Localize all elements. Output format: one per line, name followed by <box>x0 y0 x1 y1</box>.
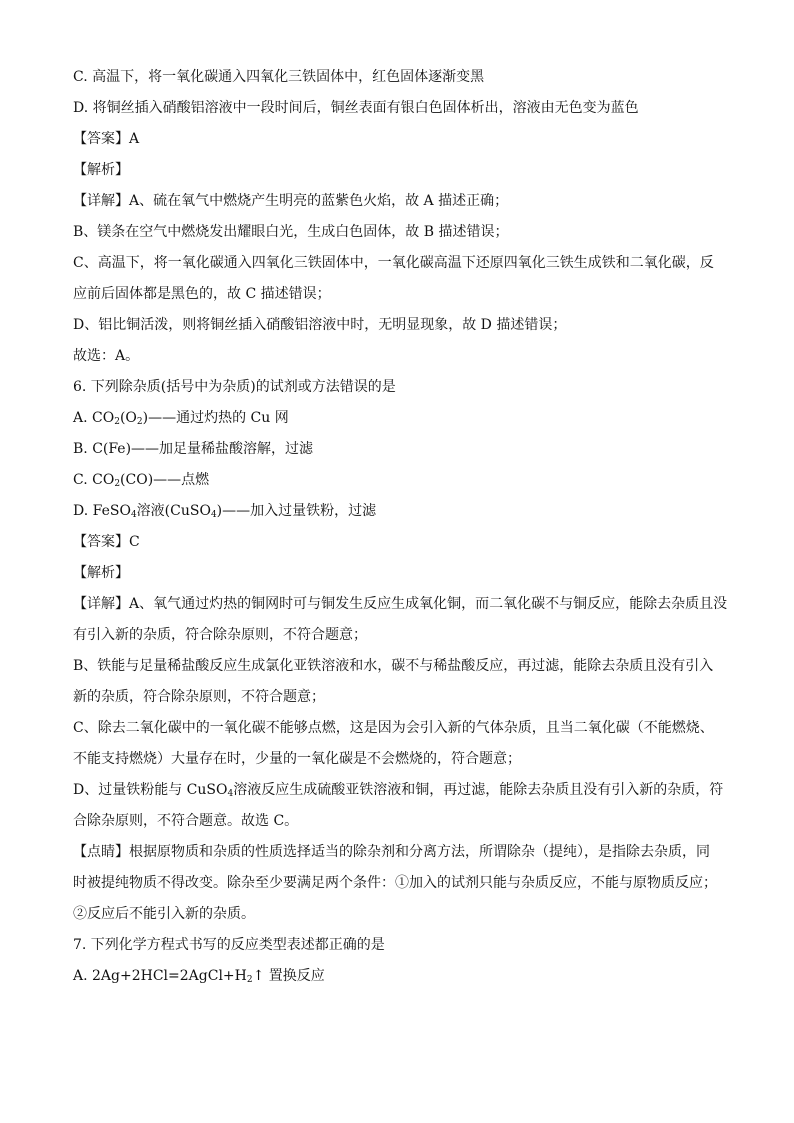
q7-stem: 7. 下列化学方程式书写的反应类型表述都正确的是 <box>73 937 385 953</box>
q6-detail-d-line1: D、过量铁粉能与 CuSO$_4$溶液反应生成硫酸亚铁溶液和铜，再过滤，能除去杂质且没有引入新的杂质，符 <box>73 782 724 799</box>
q6-option-b: B. C(Fe)——加足量稀盐酸溶解，过滤 <box>73 441 314 457</box>
q6-analysis-heading: 【解析】 <box>73 565 129 581</box>
q6-option-c: C. $CO_2(CO)——$点燃 <box>73 472 210 489</box>
q5-analysis-heading: 【解析】 <box>73 162 129 178</box>
q5-detail-d: D、铝比铜活泼，则将铜丝插入硝酸铝溶液中时，无明显现象，故 D 描述错误； <box>73 317 567 333</box>
q5-detail-a: 【详解】A、硫在氧气中燃烧产生明亮的蓝紫色火焰，故 A 描述正确； <box>73 193 509 209</box>
q6-detail-c-line2: 不能支持燃烧）大量存在时，少量的一氧化碳是不会燃烧的，符合题意； <box>73 751 521 767</box>
q5-detail-b: B、镁条在空气中燃烧发出耀眼白光，生成白色固体，故 B 描述错误； <box>73 224 509 240</box>
q6-option-a: A. $CO_2(O_2)——$通过灼热的 Cu 网 <box>73 410 289 427</box>
q6-detail-b-line2: 新的杂质，符合除杂原则，不符合题意； <box>73 689 325 705</box>
q6-stem: 6. 下列除杂质(括号中为杂质)的试剂或方法错误的是 <box>73 379 396 395</box>
q5-option-d: D. 将铜丝插入硝酸铝溶液中一段时间后，铜丝表面有银白色固体析出，溶液由无色变为蓝色 <box>73 100 639 116</box>
q6-detail-d-line2: 合除杂原则，不符合题意。故选 C。 <box>73 813 299 829</box>
q5-answer: 【答案】A <box>73 131 140 147</box>
document-page <box>73 62 728 992</box>
q6-comment-line2: 时被提纯物质不得改变。除杂至少要满足两个条件：①加入的试剂只能与杂质反应，不能与原物质反应； <box>73 875 717 891</box>
q5-option-c: C. 高温下，将一氧化碳通入四氧化三铁固体中，红色固体逐渐变黑 <box>73 69 485 85</box>
q6-detail-b-line1: B、铁能与足量稀盐酸反应生成氯化亚铁溶液和水，碳不与稀盐酸反应，再过滤，能除去杂质且没有引入 <box>73 658 714 674</box>
q6-detail-c-line1: C、除去二氧化碳中的一氧化碳不能够点燃，这是因为会引入新的气体杂质，且当二氧化碳（不能燃烧、 <box>73 720 714 736</box>
q6-answer: 【答案】C <box>73 534 140 550</box>
q5-conclusion: 故选：A。 <box>73 348 140 364</box>
q6-detail-a-line1: 【详解】A、氧气通过灼热的铜网时可与铜发生反应生成氧化铜，而二氧化碳不与铜反应，能除去杂质且没 <box>73 596 728 612</box>
q6-detail-a-line2: 有引入新的杂质，符合除杂原则，不符合题意； <box>73 627 367 643</box>
q7-option-a: A. $2Ag+2HCl=2AgCl+H_2↑$ 置换反应 <box>73 968 325 985</box>
q5-detail-c-line2: 应前后固体都是黑色的，故 C 描述错误； <box>73 286 331 302</box>
q5-detail-c-line1: C、高温下，将一氧化碳通入四氧化三铁固体中，一氧化碳高温下还原四氧化三铁生成铁和二氧化碳，反 <box>73 255 714 271</box>
q6-option-d: D. FeSO$_4$溶液(CuSO$_4$)——加入过量铁粉，过滤 <box>73 503 377 520</box>
q6-comment-line1: 【点睛】根据原物质和杂质的性质选择适当的除杂剂和分离方法，所谓除杂（提纯），是指除去杂质，同 <box>73 844 710 860</box>
q6-comment-line3: ②反应后不能引入新的杂质。 <box>73 906 255 922</box>
